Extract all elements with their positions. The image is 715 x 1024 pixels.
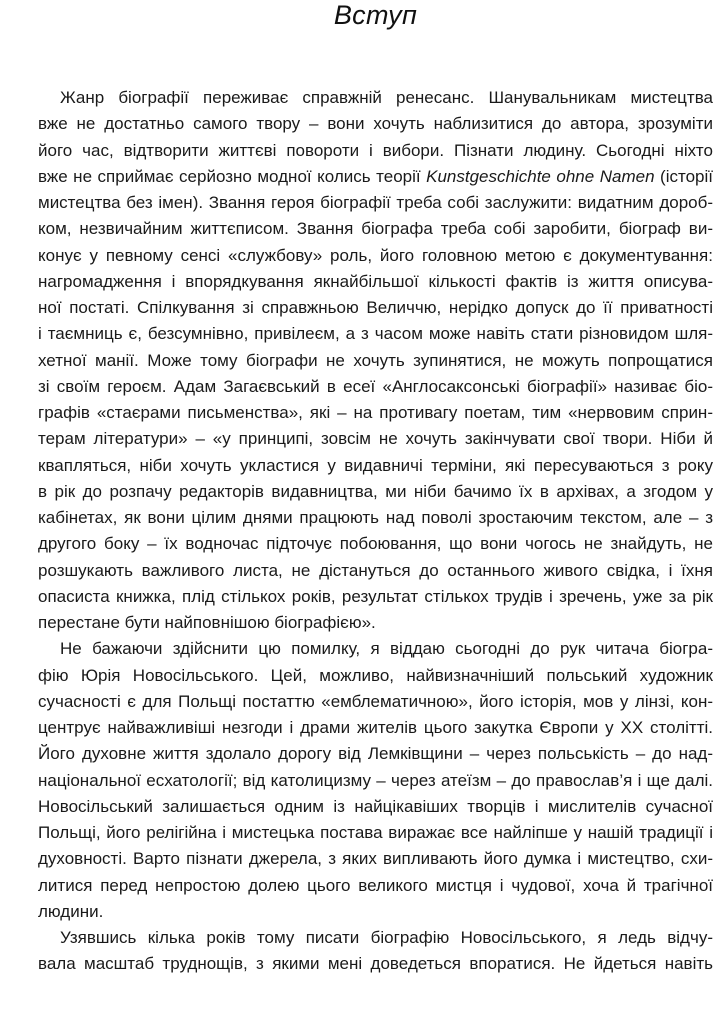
text-line: фію Юрія Новосільського. Цей, можливо, найвизначніший польський художник	[38, 665, 713, 685]
text-line: центрує найважливіші незгоди і драми жителів цього закутка Європи у ХХ столітті.	[38, 718, 713, 737]
text-line: і таємниць є, безсумнівно, привілеєм, а з часом може навіть стати різновидом шля-	[38, 324, 713, 344]
text-line: вала масштаб труднощів, з якими мені доведеться впоратися. Не йдеться навіть	[38, 954, 713, 974]
text-line: нагромадження і впорядкування якнайбільшої кількості фактів із життя описува-	[38, 271, 713, 291]
text-line: терам літератури» – «у принципі, зовсім не хочуть закінчувати свої твори. Ніби й	[38, 429, 713, 449]
text-line: Його духовне життя здолало дорогу від Лемківщини – через польськість – до над-	[38, 744, 713, 764]
text-line: зі своїм героєм. Адам Загаєвський в есеї «Англосаксонські біографії» називає біо-	[38, 376, 713, 396]
body-text	[38, 85, 713, 978]
paragraph	[38, 925, 713, 978]
text-line: вже не сприймає серйозно модної колись теорії Kunstgeschichte ohne Namen (історії	[38, 166, 713, 186]
text-line: ком, незвичайним життєписом. Звання біографа треба собі заробити, біограф ви-	[38, 219, 713, 239]
text-line: духовності. Варто пізнати джерела, з яких випливають його думка і мистецтво, схи-	[38, 849, 713, 869]
text-line: національної есхатології; від католицизму – через атеїзм – до православ’я і ще далі.	[38, 770, 713, 790]
text-line: вже не достатньо самого твору – вони хочуть наблизитися до автора, зрозуміти	[38, 114, 713, 134]
text-line: другого боку – їх водночас підточує побоювання, що вони чогось не знайдуть, не	[38, 534, 713, 554]
text-line: розшукають важливого листа, не дістануться до останнього живого свідка, і їхня	[38, 560, 713, 580]
text-line: перестане бути найповнішою біографією».	[38, 613, 376, 632]
text-line: сучасності є для Польщі постаттю «емблематичною», його історія, мов у лінзі, кон-	[38, 691, 713, 711]
text-line: в рік до розпачу редакторів видавництва, ми ніби бачимо їх в архівах, а згодом у	[38, 481, 713, 501]
text-line: конує у певному сенсі «службову» роль, його головною метою є документування:	[38, 245, 713, 265]
text-line: його час, відтворити життєві повороти і вибори. Пізнати людину. Сьогодні ніхто	[38, 140, 713, 160]
italic-term: Kunstgeschichte ohne Namen	[426, 166, 655, 186]
text-line: кваплятьcя, ніби хочуть укластися у видавничі терміни, які пересуваються з року	[38, 455, 713, 475]
text-line: Новосільський залишається одним із найцікавіших творців і мислителів сучасної	[38, 796, 713, 816]
text-line: хетної манії. Може тому біографи не хочуть зупинятися, не можуть попрощатися	[38, 350, 713, 370]
chapter-title: Вступ	[333, 0, 418, 30]
text-line: графів «стаєрами письменства», які – на противагу поетам, тим «нервовим сприн-	[38, 403, 713, 422]
text-line: Узявшись кілька років тому писати біографію Новосільського, я ледь відчу-	[60, 928, 713, 947]
text-line: мистецтва без імен). Звання героя біографії треба собі заслужити: видатним дороб-	[38, 193, 713, 212]
text-line: опасиста книжка, плід стількох років, результат стількох трудів і зречень, уже за рік	[38, 586, 713, 606]
text-line: литися перед непростою долею цього великого мистця і чудової, хоча й трагічної	[38, 875, 713, 895]
text-line: Не бажаючи здійснити цю помилку, я віддаю сьогодні до рук читача біогра-	[60, 639, 713, 659]
text-line: Жанр біографії переживає справжній ренесанс. Шанувальникам мистецтва	[60, 88, 713, 107]
text-line: Польщі, його релігійна і мистецька постава виражає все найліпше у нашій традиції і	[38, 823, 713, 842]
text-line: ної постаті. Спілкування зі справжньою Величчю, нерідко допуск до її приватності	[38, 298, 713, 317]
paragraph	[38, 85, 713, 636]
text-line: кабінетах, як вони цілим днями працюють над поволі зростаючим текстом, але – з	[38, 508, 713, 527]
document-page	[38, 0, 713, 978]
paragraph	[38, 636, 713, 925]
text-line: людини.	[38, 901, 104, 921]
